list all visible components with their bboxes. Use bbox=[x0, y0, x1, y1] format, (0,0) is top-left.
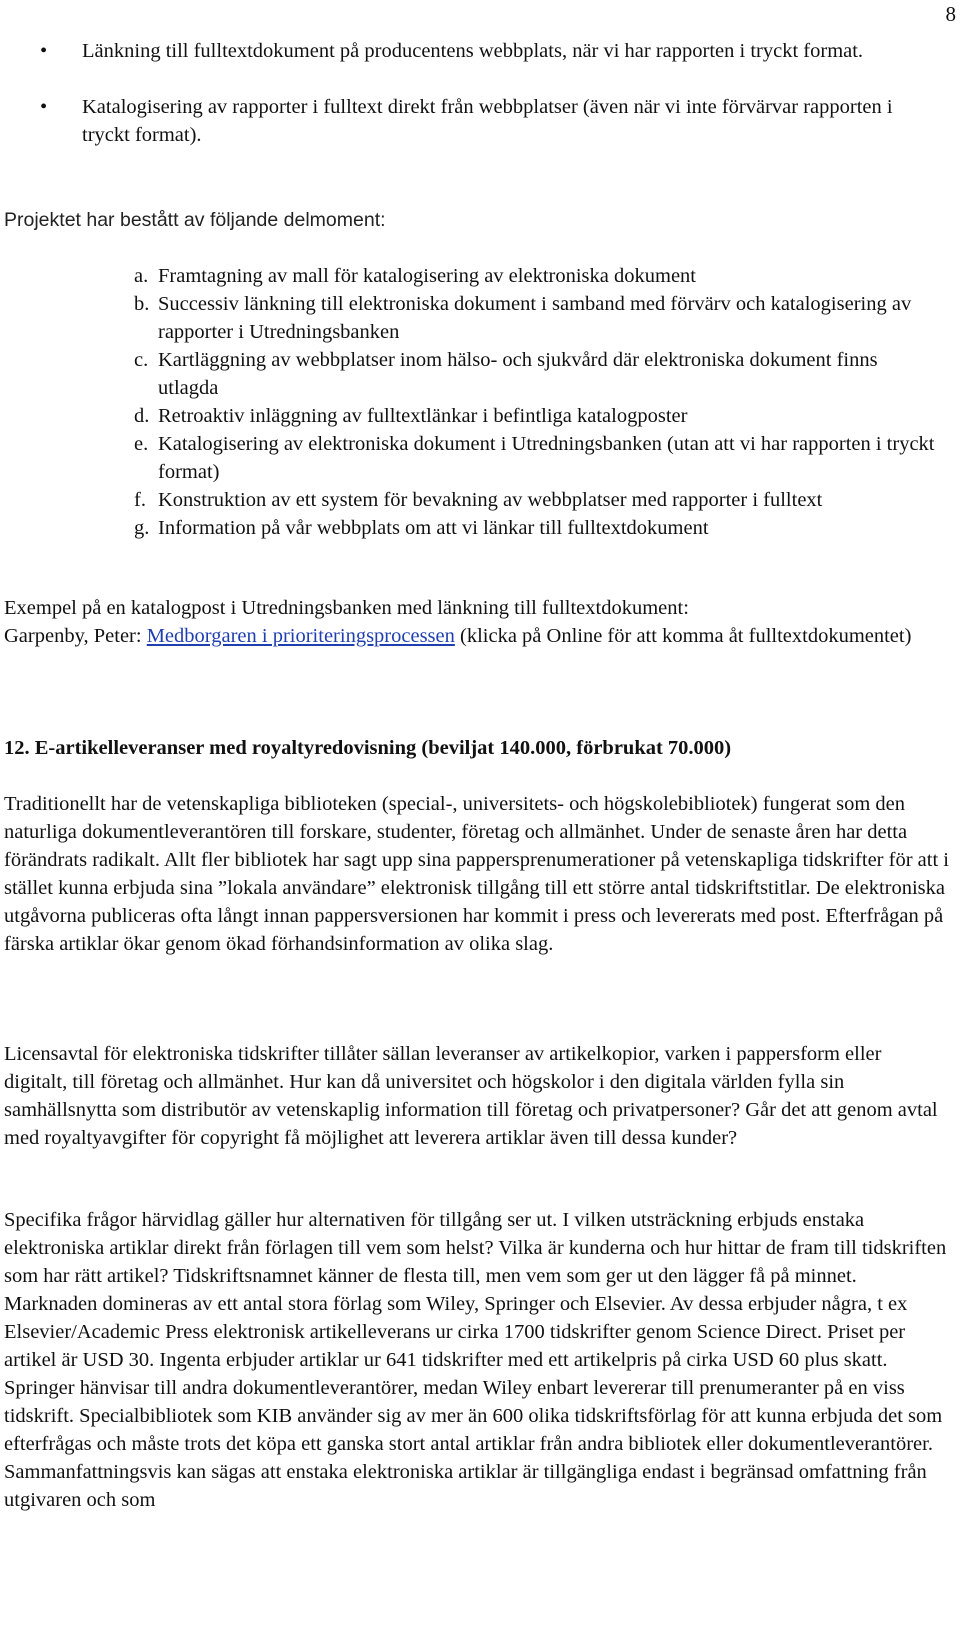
body-paragraph: Licensavtal för elektroniska tidskrifter tillåter sällan leveranser av artikelkopior, varken i pappersform eller digitalt, till företag och allmänhet. Hur kan då universitet och högskolor i den digitala världen fylla sin samhällsnytta som distributör av vetenskaplig information till företag och privatpersoner? Går det att genom avtal med royaltyavgifter för copyright få möjlighet att leverera artiklar även till dessa kunder? bbox=[4, 1043, 938, 1149]
subtask-text: Kartläggning av webbplatser inom hälso- och sjukvård där elektroniska dokument finns utlagda bbox=[158, 349, 878, 399]
subtask-letter: b. bbox=[134, 293, 150, 315]
bullet-text: Länkning till fulltextdokument på producentens webbplats, när vi har rapporten i tryckt format. bbox=[82, 40, 864, 62]
subtask-letter: g. bbox=[134, 517, 150, 539]
subtask-item bbox=[0, 514, 940, 542]
bullet-icon: • bbox=[40, 40, 48, 62]
subtask-letter: e. bbox=[134, 433, 149, 455]
subtask-item bbox=[0, 346, 940, 402]
project-intro: Projektet har bestått av följande delmoment: bbox=[4, 209, 386, 231]
section-heading: 12. E-artikelleveranser med royaltyredovisning (beviljat 140.000, förbrukat 70.000) bbox=[4, 737, 732, 759]
subtask-item bbox=[0, 430, 940, 486]
subtask-text: Retroaktiv inläggning av fulltextlänkar i befintliga katalogposter bbox=[158, 405, 688, 427]
bullet-icon: • bbox=[40, 96, 48, 118]
subtask-letter: a. bbox=[134, 265, 149, 287]
subtask-text: Framtagning av mall för katalogisering av elektroniska dokument bbox=[158, 265, 696, 287]
subtask-letter: f. bbox=[134, 489, 146, 511]
example-line: Exempel på en katalogpost i Utredningsbanken med länkning till fulltextdokument: bbox=[4, 597, 689, 619]
example-paragraph bbox=[4, 594, 949, 650]
subtask-item bbox=[0, 290, 940, 346]
page-number: 8 bbox=[945, 2, 956, 26]
example-author: Garpenby, Peter: bbox=[4, 625, 147, 647]
subtask-letter: d. bbox=[134, 405, 150, 427]
subtask-text: Information på vår webbplats om att vi länkar till fulltextdokument bbox=[158, 517, 709, 539]
subtask-text: Konstruktion av ett system för bevakning av webbplatser med rapporter i fulltext bbox=[158, 489, 823, 511]
bullet-item bbox=[0, 37, 935, 65]
catalog-record-link[interactable]: Medborgaren i prioriteringsprocessen bbox=[146, 625, 455, 647]
subtask-item bbox=[0, 402, 940, 430]
bullet-list bbox=[0, 37, 935, 177]
subtask-letter: c. bbox=[134, 349, 149, 371]
subtask-list bbox=[0, 262, 940, 542]
example-note: (klicka på Online för att komma åt fulltextdokumentet) bbox=[454, 625, 912, 647]
subtask-text: Successiv länkning till elektroniska dokument i samband med förvärv och katalogisering av rapporter i Utredningsbanken bbox=[158, 293, 912, 343]
body-paragraph: Specifika frågor härvidlag gäller hur alternativen för tillgång ser ut. I vilken utsträckning erbjuds enstaka elektroniska artiklar direkt från förlagen till vem som helst? Vilka är kunderna och hur hittar de fram till tidskriften som har rätt artikel? Tidskriftsnamnet känner de flesta till, men vem som ger ut den lägger få på minnet. Marknaden domineras av ett antal stora förlag som Wiley, Springer och Elsevier. Av dessa erbjuder några, t ex Elsevier/Academic Press elektronisk artikelleverans ur cirka 1700 tidskrifter genom Science Direct. Priset per artikel är USD 30. Ingenta erbjuder artiklar ur 641 tidskrifter med ett artikelpris på cirka USD 60 plus skatt. Springer hänvisar till andra dokumentleverantörer, medan Wiley enbart levererar till prenumeranter på en viss tidskrift. Specialbibliotek som KIB använder sig av mer än 600 olika tidskriftsförlag för att kunna erbjuda det som efterfrågas och måste trots det köpa ett ganska stort antal artiklar från andra bibliotek eller dokumentleverantörer. Sammanfattningsvis kan sägas att enstaka elektroniska artiklar är tillgängliga endast i begränsad omfattning från utgivaren och som bbox=[4, 1209, 947, 1511]
subtask-item bbox=[0, 262, 940, 290]
bullet-item bbox=[0, 93, 935, 149]
subtask-text: Katalogisering av elektroniska dokument i Utredningsbanken (utan att vi har rapporten i tryckt format) bbox=[158, 433, 935, 483]
subtask-item bbox=[0, 486, 940, 514]
body-paragraph: Traditionellt har de vetenskapliga biblioteken (special-, universitets- och högskolebibliotek) fungerat som den naturliga dokumentleverantören till forskare, studenter, företag och allmänhet. Under de senaste åren har detta förändrats radikalt. Allt fler bibliotek har sagt upp sina pappersprenumerationer på vetenskapliga tidskrifter för att i stället kunna erbjuda sina ”lokala användare” elektronisk tillgång till ett större antal tidskriftstitlar. De elektroniska utgåvorna publiceras ofta långt innan pappersversionen har kommit i press och levererats med post. Efterfrågan på färska artiklar ökar genom ökad förhandsinformation av olika slag. bbox=[4, 793, 949, 955]
bullet-text: Katalogisering av rapporter i fulltext direkt från webbplatser (även när vi inte förvärvar rapporten i tryckt format). bbox=[82, 96, 893, 146]
